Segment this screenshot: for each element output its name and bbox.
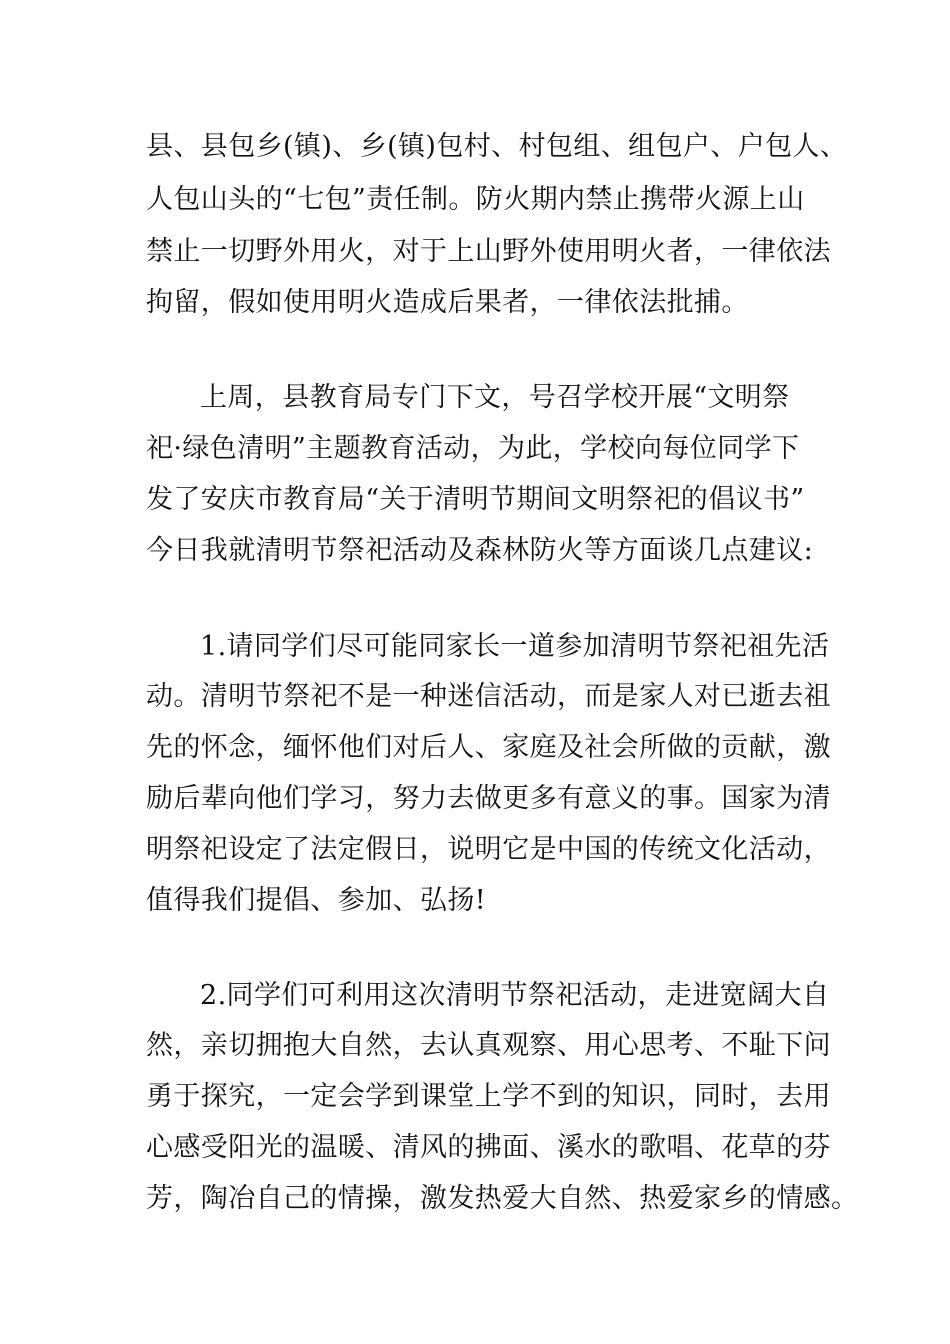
text-line: 2.同学们可利用这次清明节祭祀活动，走进宽阔大自 (200, 980, 830, 1011)
text-line: 勇于探究，一定会学到课堂上学不到的知识，同时，去用 (146, 1081, 831, 1112)
text-line: 动。清明节祭祀不是一种迷信活动，而是家人对已逝去祖 (146, 681, 831, 712)
text-line: 发了安庆市教育局“关于清明节期间文明祭祀的倡议书” (146, 484, 805, 515)
text-line: 禁止一切野外用火，对于上山野外使用明火者，一律依法 (146, 236, 831, 267)
text-line: 先的怀念，缅怀他们对后人、家庭及社会所做的贡献，激 (146, 732, 831, 763)
text-line: 拘留，假如使用明火造成后果者，一律依法批捕。 (146, 287, 749, 318)
text-line: 励后辈向他们学习，努力去做更多有意义的事。国家为清 (146, 783, 831, 814)
text-line: 心感受阳光的温暖、清风的拂面、溪水的歌唱、花草的芬 (146, 1132, 831, 1163)
text-line: 然，亲切拥抱大自然，去认真观察、用心思考、不耻下问 (146, 1030, 831, 1061)
text-line: 明祭祀设定了法定假日，说明它是中国的传统文化活动， (146, 834, 831, 865)
text-line: 值得我们提倡、参加、弘扬! (146, 885, 487, 916)
text-line: 今日我就清明节祭祀活动及森林防火等方面谈几点建议: (146, 535, 814, 566)
text-line: 祀·绿色清明”主题教育活动，为此，学校向每位同学下 (146, 433, 800, 464)
text-line: 芳，陶冶自己的情操，激发热爱大自然、热爱家乡的情感。 (146, 1183, 859, 1214)
text-line: 县、县包乡(镇)、乡(镇)包村、村包组、组包户、户包人、 (146, 131, 848, 162)
text-line: 1.请同学们尽可能同家长一道参加清明节祭祀祖先活 (200, 631, 830, 662)
text-line: 人包山头的“七包”责任制。防火期内禁止携带火源上山 (146, 184, 805, 215)
text-line: 上周，县教育局专门下文，号召学校开展“文明祭 (200, 382, 790, 413)
